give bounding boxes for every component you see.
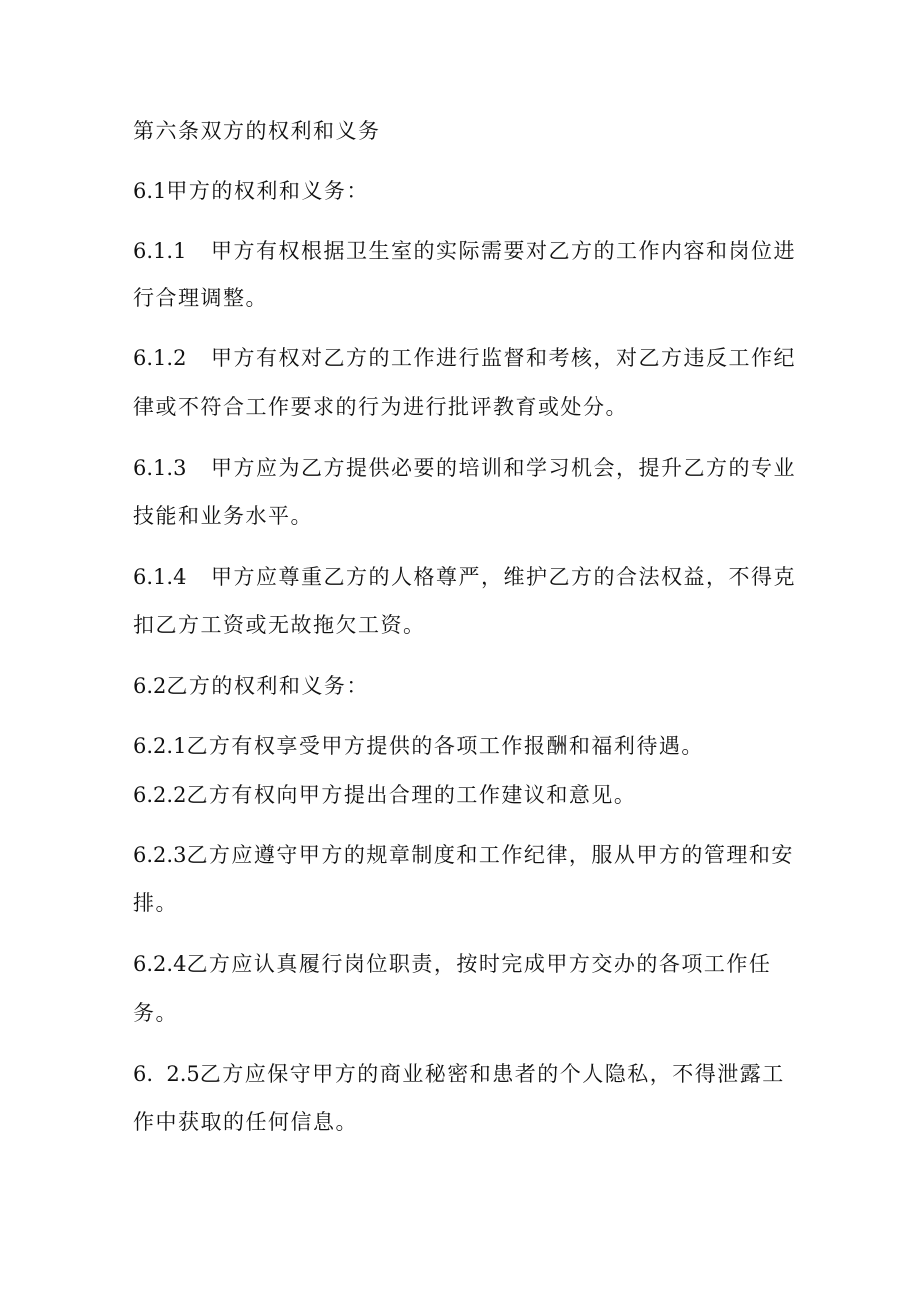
clause-number: 6.1.1 <box>133 239 187 263</box>
clause-line <box>133 951 793 977</box>
clause-number: 6.2.3 <box>133 843 187 867</box>
clause-number: 6.2.1 <box>133 734 187 758</box>
clause-text: 乙方应认真履行岗位职责，按时完成甲方交办的各项工作任 <box>186 952 772 976</box>
clause-line <box>133 564 796 590</box>
clause-continuation: 行合理调整。 <box>133 286 268 310</box>
clause-line <box>133 842 793 868</box>
clause-continuation: 技能和业务水平。 <box>133 504 313 528</box>
clause-line <box>133 238 796 264</box>
clause-line <box>133 782 793 808</box>
clause-number: 6.1.4 <box>133 565 187 589</box>
clause-text: 甲方有权对乙方的工作进行监督和考核，对乙方违反工作纪 <box>211 346 796 370</box>
clause-number: 6.2.2 <box>133 783 187 807</box>
clause-line <box>133 455 796 481</box>
clause-number: 6.1.3 <box>133 456 187 480</box>
section-heading <box>133 673 793 699</box>
clause-text: 乙方应保守甲方的商业秘密和患者的个人隐私，不得泄露工 <box>199 1062 785 1086</box>
clause-continuation: 作中获取的任何信息。 <box>133 1110 358 1134</box>
article-heading: 第六条双方的权利和义务 <box>133 119 381 143</box>
clause-continuation: 扣乙方工资或无故拖欠工资。 <box>133 613 426 637</box>
section-number: 6.1 <box>133 179 167 203</box>
clause-text: 甲方应尊重乙方的人格尊严，维护乙方的合法权益，不得克 <box>211 565 796 589</box>
clause-text: 乙方有权向甲方提出合理的工作建议和意见。 <box>186 783 637 807</box>
clause-line <box>133 345 796 371</box>
clause-text: 甲方应为乙方提供必要的培训和学习机会，提升乙方的专业 <box>211 456 796 480</box>
clause-number: 6.1.2 <box>133 346 187 370</box>
section-heading <box>133 178 793 204</box>
clause-number: 6. 2.5 <box>133 1062 200 1086</box>
clause-line <box>133 1061 793 1087</box>
section-number: 6.2 <box>133 674 167 698</box>
clause-text: 甲方有权根据卫生室的实际需要对乙方的工作内容和岗位进 <box>211 239 796 263</box>
clause-line <box>133 733 793 759</box>
clause-number: 6.2.4 <box>133 952 187 976</box>
clause-text: 乙方应遵守甲方的规章制度和工作纪律，服从甲方的管理和安 <box>186 843 794 867</box>
section-title: 乙方的权利和义务： <box>166 674 369 698</box>
section-title: 甲方的权利和义务： <box>166 179 369 203</box>
clause-continuation: 律或不符合工作要求的行为进行批评教育或处分。 <box>133 395 628 419</box>
clause-continuation: 排。 <box>133 891 178 915</box>
clause-continuation: 务。 <box>133 1001 178 1025</box>
clause-text: 乙方有权享受甲方提供的各项工作报酬和福利待遇。 <box>186 734 704 758</box>
